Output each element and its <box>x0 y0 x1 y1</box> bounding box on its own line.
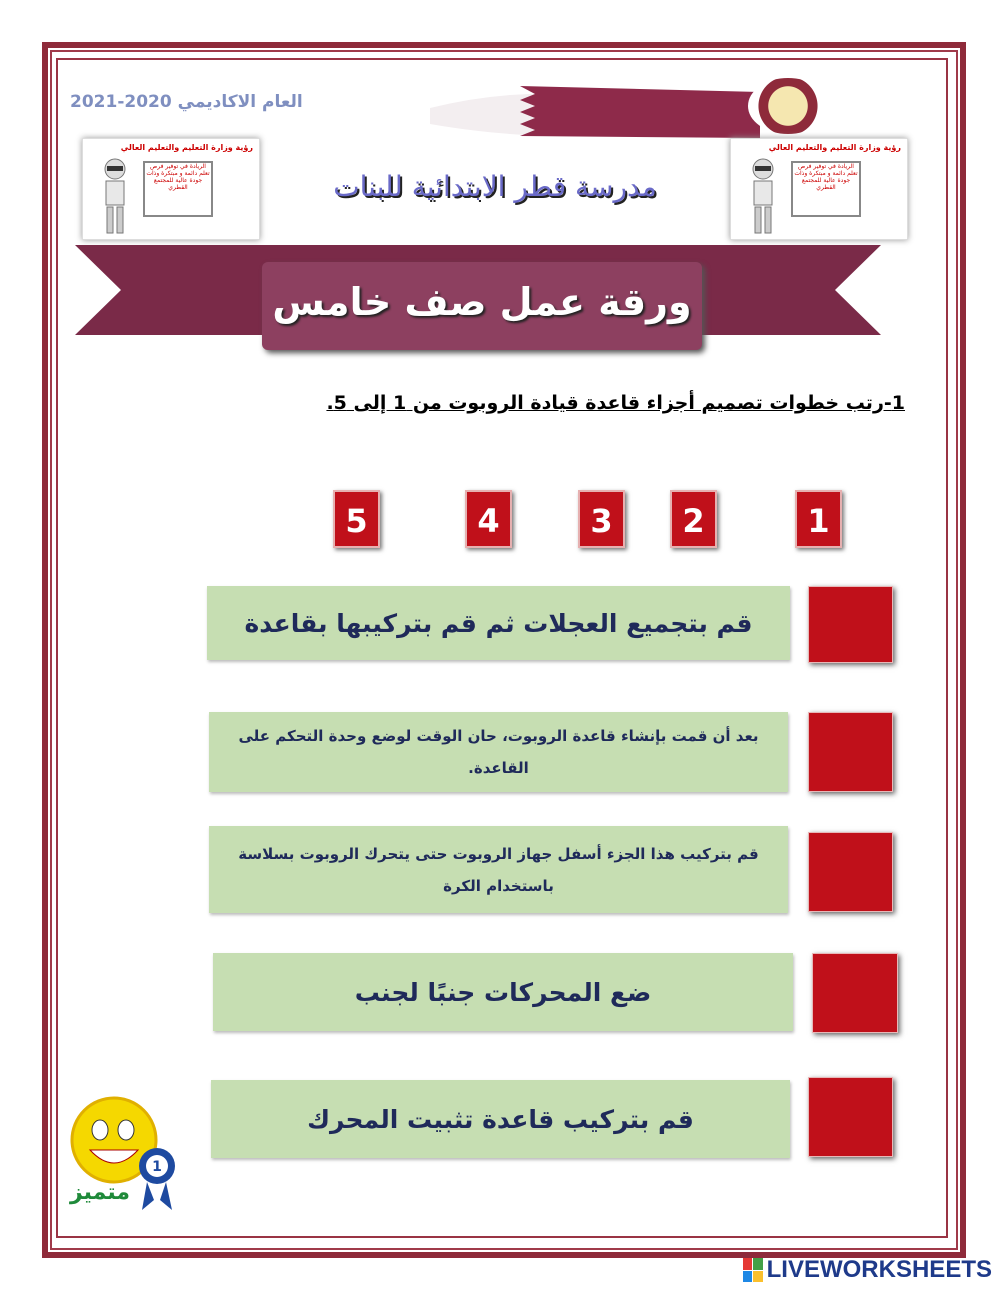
answer-tile-4[interactable]: 4 <box>465 490 512 548</box>
liveworksheets-icon <box>743 1258 763 1282</box>
step-card: ضع المحركات جنبًا لجنب <box>213 953 793 1031</box>
step-card: قم بتجميع العجلات ثم قم بتركيبها بقاعدة <box>207 586 790 660</box>
academic-year: العام الاكاديمي 2020-2021 <box>70 92 303 112</box>
poster-title: رؤية وزارة التعليم والتعليم العالي <box>768 143 901 152</box>
liveworksheets-logo <box>743 1256 992 1284</box>
answer-drop-box[interactable] <box>808 1077 893 1157</box>
answer-tile-1[interactable]: 1 <box>795 490 842 548</box>
brand-name: LIVEWORKSHEETS <box>766 1256 992 1283</box>
ministry-emblem <box>748 78 828 134</box>
answer-drop-box[interactable] <box>808 586 893 663</box>
answer-drop-box[interactable] <box>808 712 893 792</box>
answer-tile-5[interactable]: 5 <box>333 490 380 548</box>
poster-title: رؤية وزارة التعليم والتعليم العالي <box>120 143 253 152</box>
poster-text: الريادة في توفير فرص تعلم دائمة و مبتكرة وذات جودة عالية للمجتمع القطري <box>791 161 861 217</box>
vision-poster-right <box>730 138 908 240</box>
badge-number: 1 <box>152 1159 162 1175</box>
badge-text: متميز <box>70 1180 131 1205</box>
poster-text: الريادة في توفير فرص تعلم دائمة و مبتكرة وذات جودة عالية للمجتمع القطري <box>143 161 213 217</box>
question-text: 1-رتب خطوات تصميم أجزاء قاعدة قيادة الروبوت من 1 إلى 5. <box>326 392 905 414</box>
robot-icon <box>741 157 785 235</box>
answer-tile-2[interactable]: 2 <box>670 490 717 548</box>
qatar-flag-ribbon <box>430 78 760 144</box>
answer-tile-3[interactable]: 3 <box>578 490 625 548</box>
step-card: بعد أن قمت بإنشاء قاعدة الروبوت، حان الوقت لوضع وحدة التحكم على القاعدة. <box>209 712 788 792</box>
vision-poster-left <box>82 138 260 240</box>
worksheet-title: ورقة عمل صف خامس <box>262 262 702 350</box>
answer-drop-box[interactable] <box>808 832 893 912</box>
answer-drop-box[interactable] <box>812 953 898 1033</box>
robot-icon <box>93 157 137 235</box>
school-name: مدرسة قطر الابتدائية للبنات <box>333 170 657 203</box>
step-card: قم بتركيب هذا الجزء أسفل جهاز الروبوت حتى يتحرك الروبوت بسلاسة باستخدام الكرة <box>209 826 788 913</box>
step-card: قم بتركيب قاعدة تثبيت المحرك <box>211 1080 790 1158</box>
